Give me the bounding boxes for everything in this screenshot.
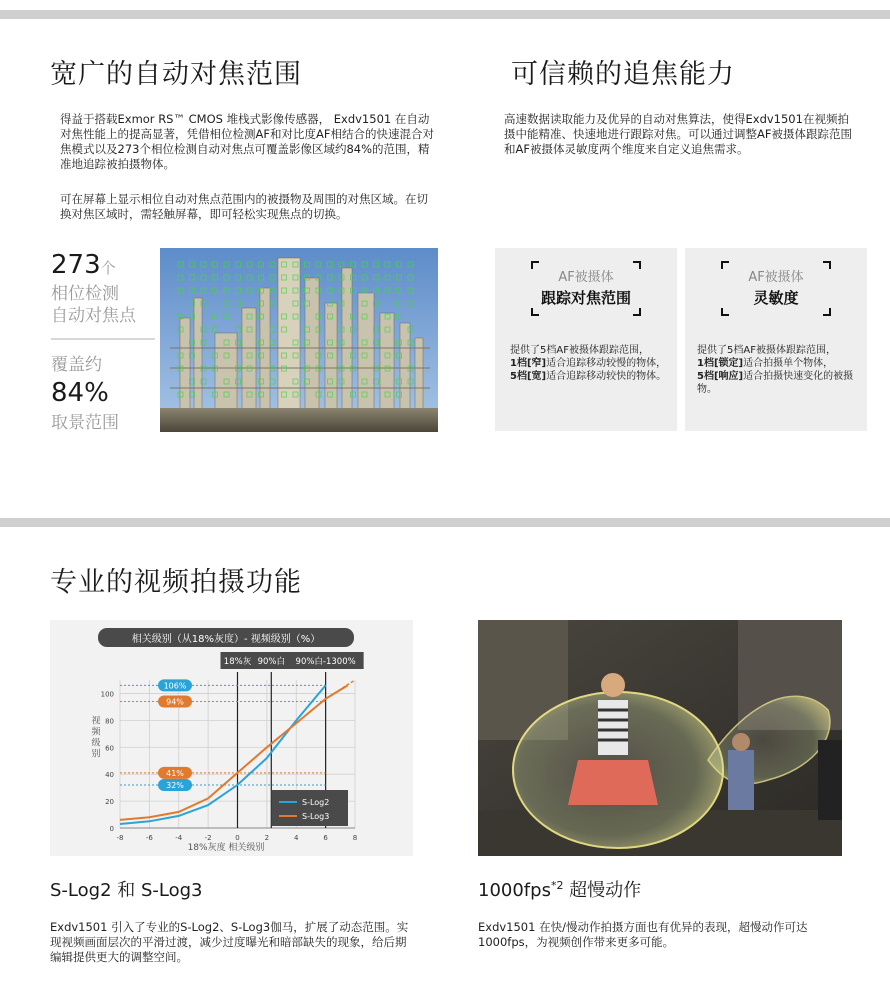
slowmo-subtitle [478, 876, 641, 902]
af-card-1-description [510, 344, 674, 383]
top-divider [0, 10, 890, 19]
af-card-2-line-2: 灵敏度 [753, 289, 799, 307]
af-card-2-desc-1: 提供了5档AF被摄体跟踪范围， [697, 345, 836, 356]
af-card-2-line-1: AF被摄体 [748, 270, 804, 285]
af-card-1-desc-2: 适合追踪移动较慢的物体， [546, 358, 667, 369]
bracket-bottom-left [721, 308, 729, 316]
slowmo-subtitle-rest: 超慢动作 [563, 880, 642, 901]
reference-label: 41% [166, 768, 184, 778]
ylabel-char: 视 [91, 716, 101, 727]
ylabel-char: 别 [91, 749, 101, 760]
x-tick-label: 8 [352, 834, 358, 842]
af-card-2-desc-3: 适合拍摄快速变化的被摄物。 [697, 371, 854, 395]
chart-title: 相关级别（从18%灰度）- 视频级别（%） [131, 634, 321, 645]
gamma-chart [50, 620, 413, 856]
slog-subtitle: S-Log2 和 S-Log3 [50, 880, 203, 901]
af-card-1-line-2: 跟踪对焦范围 [540, 289, 631, 307]
slowmo-subtitle-footnote: *2 [550, 879, 564, 892]
stat-coverage-label-1: 覆盖约 [51, 355, 102, 375]
chart-xlabel: 18%灰度 相关级别 [187, 843, 265, 853]
x-tick-label: 4 [294, 834, 299, 842]
refinery-af-points-image [160, 248, 438, 432]
x-tick-label: 0 [235, 834, 240, 842]
af-card-1-desc-2-bold: 1档[窄] [510, 358, 547, 369]
slowmo-caption: Exdv1501 在快/慢动作拍摄方面也有优异的表现，超慢动作可达1000fps，为视频创作带来更多可能。 [478, 920, 808, 949]
stat-focus-points [51, 250, 116, 280]
marker-label: 18%灰 [223, 657, 252, 667]
chart-ylabel [91, 716, 101, 760]
section-divider [0, 518, 890, 527]
slog-caption: Exdv1501 引入了专业的S-Log2、S-Log3伽马，扩展了动态范围。实现视频画面层次的平滑过渡，减少过度曝光和暗部缺失的现象，给后期编辑提供更大的调整空间。 [50, 920, 409, 964]
tracking-title: 可信赖的追焦能力 [511, 59, 735, 90]
bracket-bottom-right [633, 308, 641, 316]
x-tick-label: -2 [204, 834, 212, 842]
x-tick-label: 2 [264, 834, 270, 842]
af-card-1-desc-3-bold: 5档[宽] [510, 371, 547, 382]
af-card-2-desc-2: 适合拍摄单个物体， [743, 358, 834, 369]
tracking-paragraph: 高速数据读取能力及优异的自动对焦算法，使得Exdv1501在视频拍摄中能精准、快速地进行跟踪对焦。可以通过调整AF被摄体跟踪范围和AF被摄体灵敏度两个维度来自定义追焦需求。 [504, 112, 852, 156]
legend-label: S-Log3 [302, 812, 330, 821]
stat-focus-points-label-2: 自动对焦点 [51, 306, 136, 326]
autofocus-range-paragraph-1: 得益于搭载Exmor RS™ CMOS 堆栈式影像传感器， Exdv1501 在自动对焦性能上的提高显著，凭借相位检测AF和对比度AF相结合的快速混合对焦模式以及273个相位检测自动对焦点可覆盖影像区域约84%的范围，精准地追踪被拍摄物体。 [60, 112, 434, 171]
series-extension [326, 680, 355, 699]
y-tick-label: 100 [100, 690, 114, 699]
stat-divider [51, 338, 155, 340]
reference-label: 94% [166, 697, 184, 707]
marker-label: 90%白-1300% [295, 657, 356, 667]
reference-label: 32% [166, 780, 184, 790]
slow-motion-bubble-photo [478, 620, 842, 856]
y-tick-label: 0 [109, 825, 114, 833]
af-sensitivity-card [685, 248, 867, 431]
af-card-1-line-1: AF被摄体 [558, 270, 614, 285]
autofocus-range-paragraph-2: 可在屏幕上显示相位自动对焦点范围内的被摄物及周围的对焦区域。在切换对焦区域时，需轻触屏幕，即可轻松实现焦点的切换。 [60, 192, 428, 221]
stat-focus-points-unit: 个 [100, 259, 116, 277]
af-card-2-desc-3-bold: 5档[响应] [697, 371, 744, 382]
marker-label: 90%白 [257, 657, 285, 667]
stat-focus-points-label-1: 相位检测 [51, 284, 119, 304]
af-card-2-description [697, 344, 863, 396]
video-features-title: 专业的视频拍摄功能 [50, 567, 302, 598]
autofocus-range-title: 宽广的自动对焦范围 [50, 59, 302, 90]
y-tick-label: 40 [105, 771, 114, 780]
bracket-bottom-left [531, 308, 539, 316]
stat-coverage-number: 84% [51, 378, 109, 408]
x-tick-label: -4 [175, 834, 183, 842]
x-tick-label: 6 [323, 834, 328, 842]
y-tick-label: 20 [105, 798, 114, 807]
bracket-bottom-right [823, 308, 831, 316]
y-tick-label: 80 [105, 717, 114, 726]
af-card-1-desc-3: 适合追踪移动较快的物体。 [546, 371, 667, 382]
stat-focus-points-number: 273 [51, 250, 101, 280]
legend-label: S-Log2 [302, 798, 330, 807]
stat-coverage-label-2: 取景范围 [51, 413, 119, 433]
x-tick-label: -8 [116, 834, 124, 842]
af-tracking-range-card [495, 248, 677, 431]
ylabel-char: 级 [91, 738, 101, 749]
af-card-2-desc-2-bold: 1档[锁定] [697, 358, 744, 369]
slowmo-subtitle-main: 1000fps [478, 880, 551, 901]
reference-label: 106% [163, 681, 187, 691]
ylabel-char: 频 [91, 727, 101, 738]
x-tick-label: -6 [145, 834, 153, 842]
af-card-1-desc-1: 提供了5档AF被摄体跟踪范围， [510, 345, 649, 356]
y-tick-label: 60 [105, 744, 114, 753]
